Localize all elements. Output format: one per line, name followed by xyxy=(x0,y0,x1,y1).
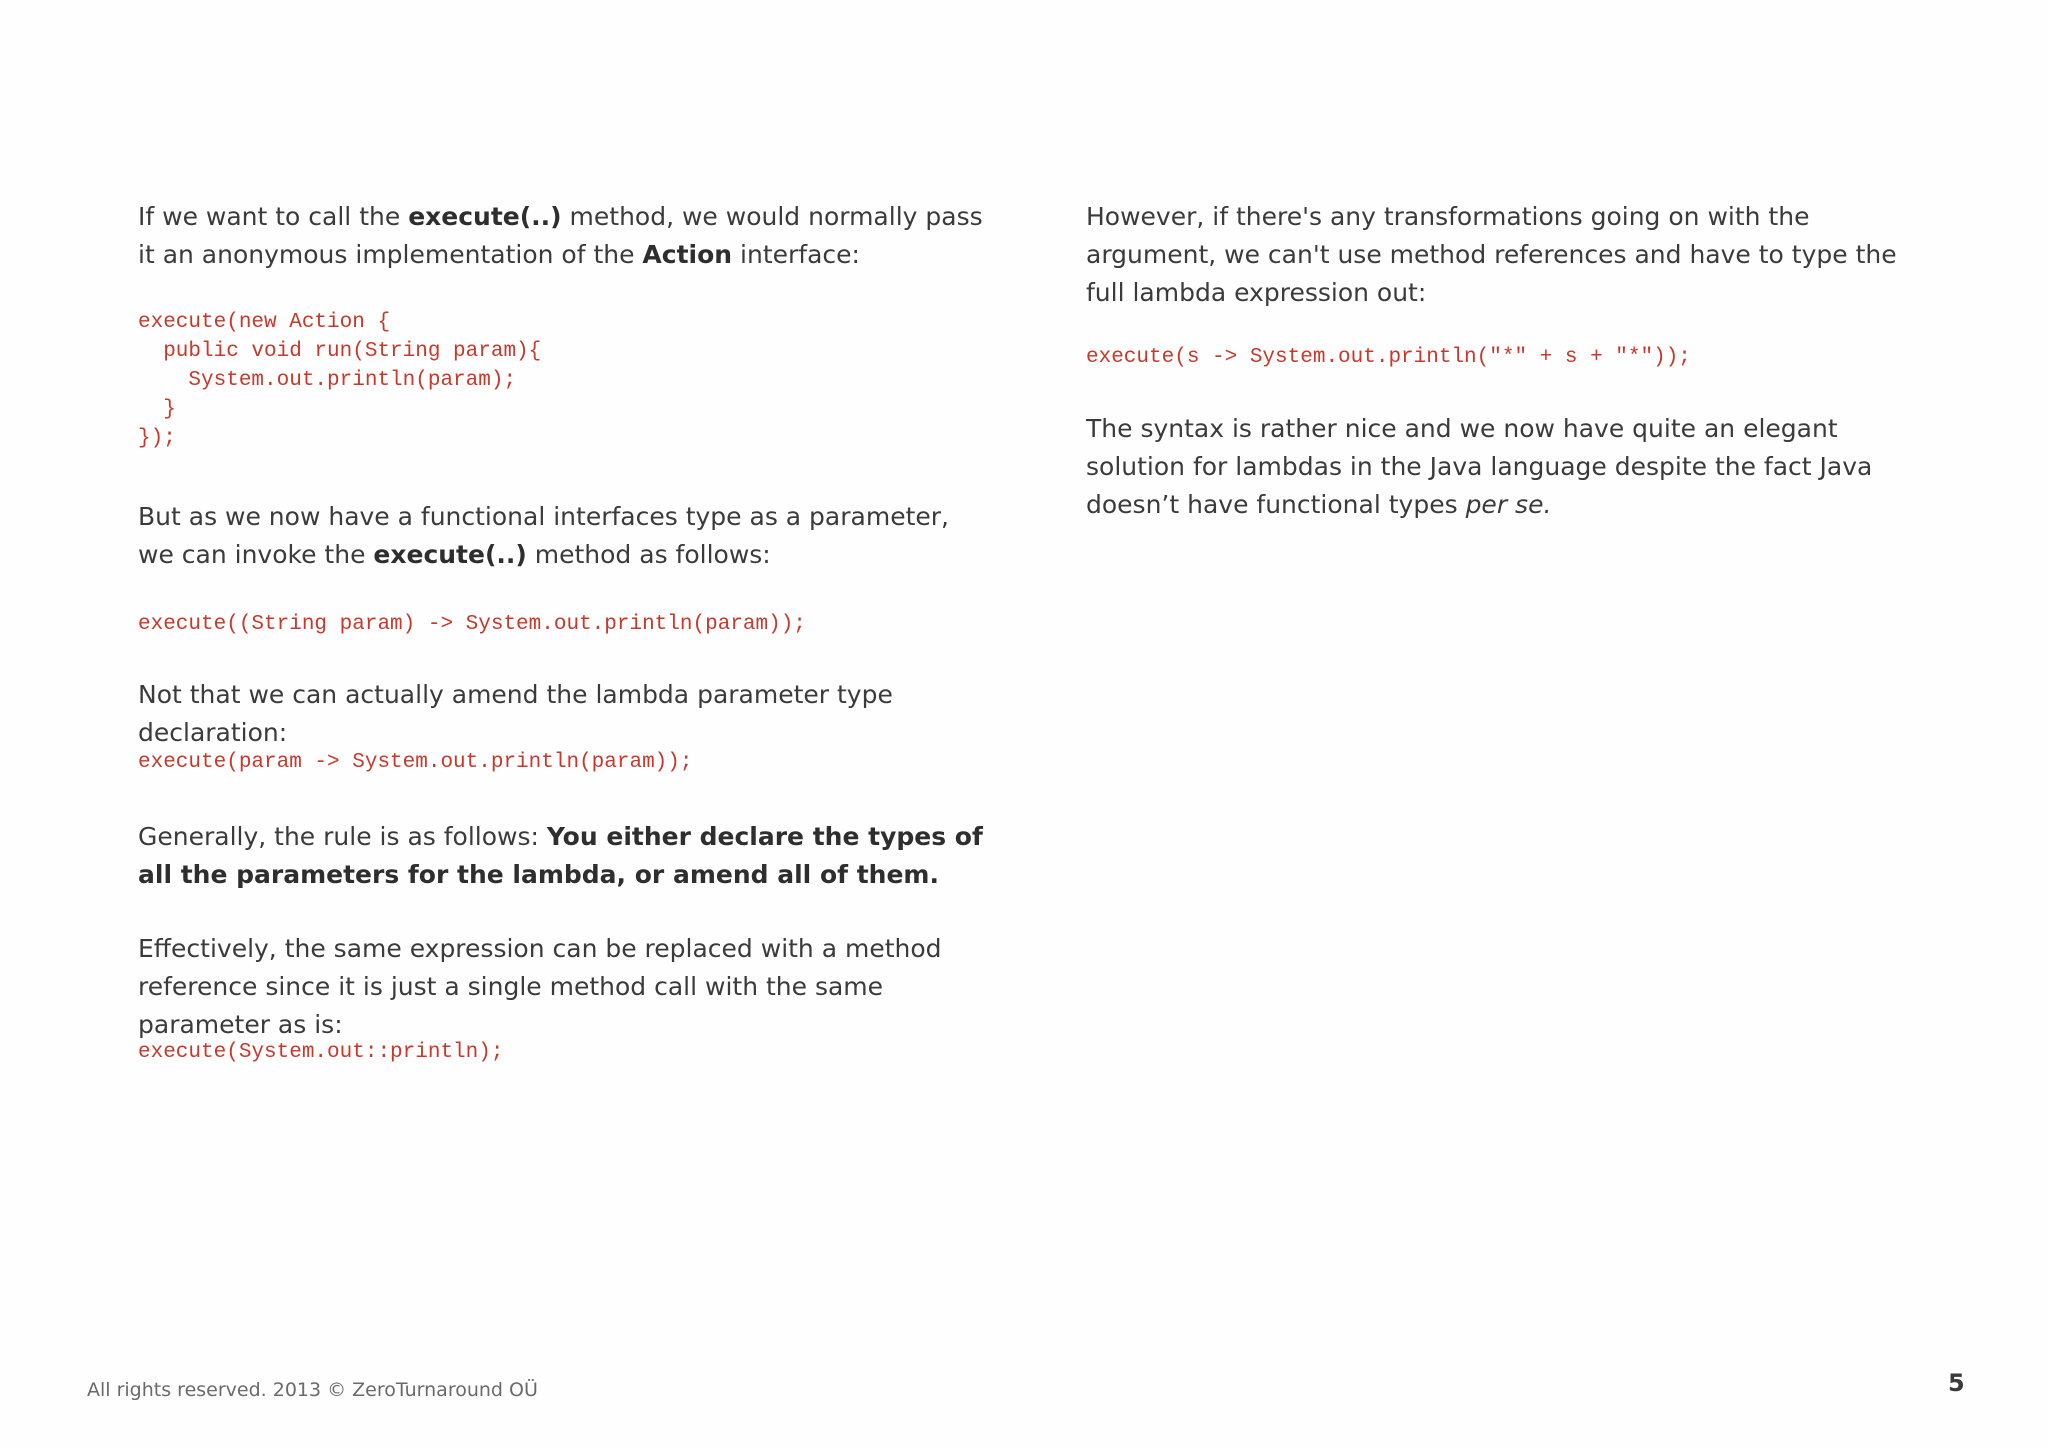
code-block-untyped-lambda: execute(param -> System.out.println(param)); xyxy=(138,751,693,774)
text: method as follows: xyxy=(526,540,771,569)
page-number: 5 xyxy=(1948,1369,1965,1397)
text: But as we now have a functional interfaces type as a parameter, we can invoke the xyxy=(138,502,949,569)
text: If we want to call the xyxy=(138,202,409,231)
code-block-method-reference: execute(System.out::println); xyxy=(138,1041,504,1064)
paragraph-syntax-conclusion xyxy=(1086,410,1936,524)
paragraph-rule xyxy=(138,818,988,894)
code-block-anonymous-action: execute(new Action { public void run(String param){ System.out.println(param); } }); xyxy=(138,311,542,450)
text: method, we would normally pass it an anonymous implementation of the xyxy=(138,202,983,269)
paragraph-execute-intro xyxy=(138,198,988,274)
text: interface: xyxy=(732,240,860,269)
bold-rule: You either declare the types of all the parameters for the lambda, or amend all of them. xyxy=(138,822,983,889)
bold-execute: execute(..) xyxy=(373,540,527,569)
italic-per-se: per se. xyxy=(1465,490,1552,519)
paragraph-method-reference: Effectively, the same expression can be replaced with a method reference since it is just a single method call with the same parameter as is: xyxy=(138,934,942,1039)
bold-execute: execute(..) xyxy=(408,202,562,231)
paragraph-functional-interface xyxy=(138,498,988,574)
paragraph-transformations: However, if there's any transformations going on with the argument, we can't use method references and have to type the full lambda expression out: xyxy=(1086,202,1897,307)
paragraph-amend-type: Not that we can actually amend the lambda parameter type declaration: xyxy=(138,680,893,747)
code-block-transform-lambda: execute(s -> System.out.println("*" + s + "*")); xyxy=(1086,346,1691,369)
copyright-notice: All rights reserved. 2013 © ZeroTurnaround OÜ xyxy=(87,1379,538,1401)
text: Generally, the rule is as follows: xyxy=(138,822,547,851)
code-block-typed-lambda: execute((String param) -> System.out.println(param)); xyxy=(138,613,806,636)
text: The syntax is rather nice and we now have quite an elegant solution for lambdas in the Java language despite the fact Java doesn’t have functional types xyxy=(1086,414,1873,519)
bold-action: Action xyxy=(642,240,733,269)
